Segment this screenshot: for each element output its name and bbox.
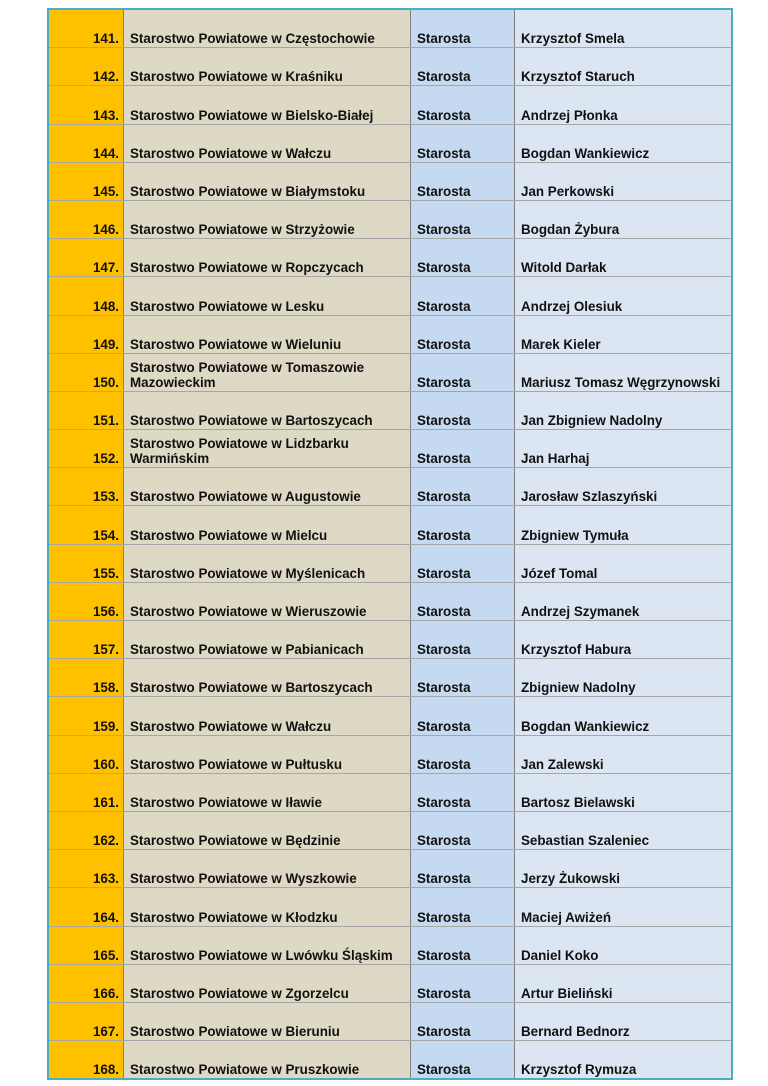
row-number: 144. (49, 124, 124, 162)
row-number: 150. (49, 353, 124, 391)
person-name: Bernard Bednorz (515, 1002, 732, 1040)
row-number: 156. (49, 582, 124, 620)
row-number: 159. (49, 697, 124, 735)
table-row (49, 621, 731, 659)
role-title: Starosta (411, 124, 515, 162)
office-name: Starostwo Powiatowe w Wieruszowie (124, 582, 411, 620)
role-title: Starosta (411, 315, 515, 353)
table-body (49, 10, 731, 1078)
office-name: Starostwo Powiatowe w Bieruniu (124, 1002, 411, 1040)
row-number: 147. (49, 239, 124, 277)
role-title: Starosta (411, 544, 515, 582)
row-number: 164. (49, 888, 124, 926)
row-number: 165. (49, 926, 124, 964)
office-name: Starostwo Powiatowe w Lesku (124, 277, 411, 315)
office-name: Starostwo Powiatowe w Częstochowie (124, 10, 411, 48)
office-name: Starostwo Powiatowe w Pułtusku (124, 735, 411, 773)
table-row (49, 1002, 731, 1040)
office-name: Starostwo Powiatowe w Będzinie (124, 811, 411, 849)
role-title: Starosta (411, 888, 515, 926)
person-name: Maciej Awiżeń (515, 888, 732, 926)
role-title: Starosta (411, 200, 515, 238)
row-number: 148. (49, 277, 124, 315)
person-name: Andrzej Płonka (515, 86, 732, 124)
row-number: 146. (49, 200, 124, 238)
role-title: Starosta (411, 964, 515, 1002)
person-name: Sebastian Szaleniec (515, 811, 732, 849)
row-number: 167. (49, 1002, 124, 1040)
table-row (49, 506, 731, 544)
row-number: 141. (49, 10, 124, 48)
office-name: Starostwo Powiatowe w Augustowie (124, 468, 411, 506)
row-number: 143. (49, 86, 124, 124)
office-name: Starostwo Powiatowe w Pabianicach (124, 621, 411, 659)
table-row (49, 10, 731, 48)
office-name: Starostwo Powiatowe w Iławie (124, 773, 411, 811)
person-name: Marek Kieler (515, 315, 732, 353)
table-row (49, 315, 731, 353)
row-number: 152. (49, 430, 124, 468)
role-title: Starosta (411, 697, 515, 735)
person-name: Krzysztof Staruch (515, 48, 732, 86)
role-title: Starosta (411, 506, 515, 544)
person-name: Jan Perkowski (515, 162, 732, 200)
person-name: Artur Bieliński (515, 964, 732, 1002)
role-title: Starosta (411, 621, 515, 659)
office-name: Starostwo Powiatowe w Ropczycach (124, 239, 411, 277)
person-name: Krzysztof Habura (515, 621, 732, 659)
role-title: Starosta (411, 10, 515, 48)
office-name: Starostwo Powiatowe w Lwówku Śląskim (124, 926, 411, 964)
role-title: Starosta (411, 277, 515, 315)
table-row (49, 86, 731, 124)
role-title: Starosta (411, 773, 515, 811)
office-name: Starostwo Powiatowe w Wałczu (124, 697, 411, 735)
person-name: Krzysztof Smela (515, 10, 732, 48)
table-row (49, 353, 731, 391)
role-title: Starosta (411, 659, 515, 697)
office-name: Starostwo Powiatowe w Myślenicach (124, 544, 411, 582)
officials-table (49, 10, 731, 1078)
person-name: Andrzej Szymanek (515, 582, 732, 620)
table-row (49, 1041, 731, 1079)
row-number: 168. (49, 1041, 124, 1079)
person-name: Bogdan Żybura (515, 200, 732, 238)
row-number: 153. (49, 468, 124, 506)
office-name: Starostwo Powiatowe w Mielcu (124, 506, 411, 544)
role-title: Starosta (411, 430, 515, 468)
table-row (49, 659, 731, 697)
office-name: Starostwo Powiatowe w Zgorzelcu (124, 964, 411, 1002)
role-title: Starosta (411, 1041, 515, 1079)
row-number: 149. (49, 315, 124, 353)
table-row (49, 926, 731, 964)
person-name: Krzysztof Rymuza (515, 1041, 732, 1079)
person-name: Jan Zalewski (515, 735, 732, 773)
person-name: Jarosław Szlaszyński (515, 468, 732, 506)
table-row (49, 391, 731, 429)
table-row (49, 430, 731, 468)
role-title: Starosta (411, 391, 515, 429)
row-number: 157. (49, 621, 124, 659)
person-name: Daniel Koko (515, 926, 732, 964)
person-name: Andrzej Olesiuk (515, 277, 732, 315)
table-row (49, 544, 731, 582)
office-name: Starostwo Powiatowe w Bielsko-Białej (124, 86, 411, 124)
row-number: 145. (49, 162, 124, 200)
person-name: Józef Tomal (515, 544, 732, 582)
table-row (49, 239, 731, 277)
row-number: 161. (49, 773, 124, 811)
person-name: Jan Zbigniew Nadolny (515, 391, 732, 429)
row-number: 142. (49, 48, 124, 86)
role-title: Starosta (411, 468, 515, 506)
office-name: Starostwo Powiatowe w Bartoszycach (124, 659, 411, 697)
role-title: Starosta (411, 582, 515, 620)
office-name: Starostwo Powiatowe w Wyszkowie (124, 850, 411, 888)
role-title: Starosta (411, 48, 515, 86)
office-name: Starostwo Powiatowe w Wieluniu (124, 315, 411, 353)
role-title: Starosta (411, 735, 515, 773)
row-number: 151. (49, 391, 124, 429)
table-row (49, 200, 731, 238)
table-row (49, 162, 731, 200)
office-name: Starostwo Powiatowe w Lidzbarku Warmińskim (124, 430, 411, 468)
office-name: Starostwo Powiatowe w Wałczu (124, 124, 411, 162)
office-name: Starostwo Powiatowe w Bartoszycach (124, 391, 411, 429)
office-name: Starostwo Powiatowe w Kłodzku (124, 888, 411, 926)
role-title: Starosta (411, 86, 515, 124)
table-row (49, 48, 731, 86)
table-row (49, 277, 731, 315)
office-name: Starostwo Powiatowe w Pruszkowie (124, 1041, 411, 1079)
person-name: Witold Darłak (515, 239, 732, 277)
role-title: Starosta (411, 239, 515, 277)
table-row (49, 582, 731, 620)
row-number: 163. (49, 850, 124, 888)
table-row (49, 124, 731, 162)
row-number: 166. (49, 964, 124, 1002)
officials-table-container (47, 8, 733, 1080)
person-name: Bogdan Wankiewicz (515, 124, 732, 162)
office-name: Starostwo Powiatowe w Tomaszowie Mazowieckim (124, 353, 411, 391)
person-name: Zbigniew Nadolny (515, 659, 732, 697)
person-name: Mariusz Tomasz Węgrzynowski (515, 353, 732, 391)
table-row (49, 735, 731, 773)
table-row (49, 811, 731, 849)
table-row (49, 773, 731, 811)
role-title: Starosta (411, 353, 515, 391)
row-number: 162. (49, 811, 124, 849)
person-name: Zbigniew Tymuła (515, 506, 732, 544)
office-name: Starostwo Powiatowe w Kraśniku (124, 48, 411, 86)
role-title: Starosta (411, 850, 515, 888)
role-title: Starosta (411, 811, 515, 849)
table-row (49, 888, 731, 926)
row-number: 158. (49, 659, 124, 697)
row-number: 160. (49, 735, 124, 773)
office-name: Starostwo Powiatowe w Białymstoku (124, 162, 411, 200)
office-name: Starostwo Powiatowe w Strzyżowie (124, 200, 411, 238)
person-name: Jerzy Żukowski (515, 850, 732, 888)
person-name: Bogdan Wankiewicz (515, 697, 732, 735)
person-name: Jan Harhaj (515, 430, 732, 468)
role-title: Starosta (411, 926, 515, 964)
table-row (49, 697, 731, 735)
role-title: Starosta (411, 1002, 515, 1040)
table-row (49, 850, 731, 888)
person-name: Bartosz Bielawski (515, 773, 732, 811)
row-number: 154. (49, 506, 124, 544)
table-row (49, 964, 731, 1002)
table-row (49, 468, 731, 506)
role-title: Starosta (411, 162, 515, 200)
row-number: 155. (49, 544, 124, 582)
